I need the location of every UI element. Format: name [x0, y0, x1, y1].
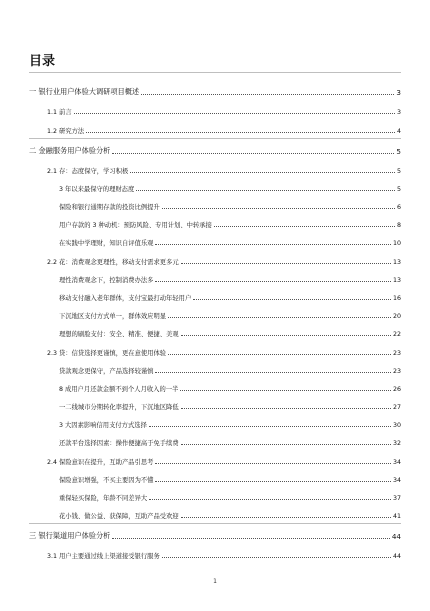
toc-entry-label: 理性消费观念下，控制消费办法多	[59, 277, 154, 284]
dot-leader	[168, 316, 391, 318]
dot-leader	[162, 556, 391, 558]
toc-entry-label: 花小钱、做公益、获保障，互助产品受欢迎	[59, 513, 179, 520]
toc-entry-page: 16	[392, 295, 401, 302]
dot-leader	[181, 407, 391, 409]
toc-entry-page: 3	[396, 88, 401, 97]
dot-leader	[155, 243, 391, 245]
toc-entry-page: 13	[392, 277, 401, 284]
toc-entry-label: 2.2 花：消费观念更理性，移动支付需求更多元	[47, 259, 179, 266]
dot-leader	[214, 225, 395, 227]
toc-entry-level-2[interactable]	[29, 159, 401, 178]
toc-entry-label: 重保轻买保险，年龄不同差异大	[59, 495, 148, 502]
dot-leader	[155, 480, 391, 482]
toc-entry-level-2[interactable]	[29, 450, 401, 469]
dot-leader	[149, 425, 391, 427]
toc-entry-page: 34	[392, 459, 401, 466]
toc-entry-label: 2.3 贷：信贷选择更谨慎，更在意使用体验	[47, 350, 167, 357]
toc-entry-level-3[interactable]	[29, 469, 401, 487]
toc-entry-level-2[interactable]	[29, 250, 401, 269]
toc-entry-level-3[interactable]	[29, 487, 401, 505]
toc-entry-level-2[interactable]	[29, 341, 401, 360]
toc-entry-level-2[interactable]	[29, 100, 401, 119]
toc-entry-page: 3	[396, 109, 401, 116]
toc-entry-label: 1.2 研究方法	[47, 128, 85, 135]
toc-entry-page: 44	[391, 532, 401, 541]
toc-entry-level-1[interactable]	[29, 80, 401, 100]
dot-leader	[149, 498, 391, 500]
dot-leader	[181, 443, 391, 445]
toc-entry-label: 移动支付融入老年群体，支付宝最打动年轻用户	[59, 295, 192, 302]
toc-entry-level-3[interactable]	[29, 432, 401, 450]
dot-leader	[180, 389, 391, 391]
toc-entry-label: 3 大因素影响信用支付方式选择	[59, 422, 147, 429]
toc-entry-page: 6	[396, 204, 401, 211]
toc-entry-page: 22	[392, 331, 401, 338]
dot-leader	[141, 93, 394, 95]
toc-entry-page: 41	[392, 513, 401, 520]
toc-entry-level-3[interactable]	[29, 214, 401, 232]
toc-entry-page: 4	[396, 128, 401, 135]
toc-entry-label: 用户存款的 3 种动机：预防风险、专用计划、中转承接	[59, 222, 212, 229]
toc-entry-level-3[interactable]	[29, 505, 401, 523]
toc-entry-level-3[interactable]	[29, 323, 401, 341]
dot-leader	[155, 462, 391, 464]
toc-entry-page: 23	[392, 368, 401, 375]
toc-entry-page: 37	[392, 495, 401, 502]
toc-entry-label: 下沉地区支付方式单一，群体效应明显	[59, 313, 167, 320]
dot-leader	[181, 516, 391, 518]
toc-entry-level-3[interactable]	[29, 232, 401, 250]
toc-entry-label: 在实践中学理财，知识自评值乐观	[59, 240, 154, 247]
dot-leader	[162, 207, 395, 209]
dot-leader	[136, 189, 395, 191]
toc-entry-label: 2.4 保险意识在提升，互助产品引思考	[47, 459, 154, 466]
toc-entry-page: 34	[392, 477, 401, 484]
dot-leader	[155, 371, 391, 373]
dot-leader	[155, 280, 391, 282]
page-number: 1	[213, 578, 217, 585]
toc-entry-label: 3.1 用户主要通过线上渠道接受银行服务	[47, 553, 160, 560]
toc-entry-page: 5	[396, 168, 401, 175]
dot-leader	[112, 152, 394, 154]
title-divider	[29, 72, 401, 73]
dot-leader	[181, 334, 391, 336]
toc-entry-label: 三 银行渠道用户体验分析	[29, 531, 111, 540]
dot-leader	[74, 112, 395, 114]
toc-entry-level-3[interactable]	[29, 305, 401, 323]
dot-leader	[86, 131, 395, 133]
toc-entry-level-3[interactable]	[29, 196, 401, 214]
toc-entry-page: 5	[396, 186, 401, 193]
toc-entry-level-2[interactable]	[29, 544, 401, 563]
dot-leader	[181, 262, 391, 264]
toc-entry-label: 3 年以来最保守的理财态度	[59, 186, 135, 193]
toc-entry-label: 2.1 存：态度保守，学习积极	[47, 168, 129, 175]
toc-entry-page: 30	[392, 422, 401, 429]
dot-leader	[112, 537, 389, 539]
toc-entry-page: 32	[392, 440, 401, 447]
toc-entry-level-1[interactable]	[29, 138, 401, 159]
toc-entry-level-2[interactable]	[29, 119, 401, 138]
toc-entry-label: 还款平台选择因素：操作便捷高于免手续费	[59, 440, 179, 447]
toc-entry-page: 13	[392, 259, 401, 266]
toc-entry-level-1[interactable]	[29, 523, 401, 544]
toc-entry-label: 保险和银行通期存款的投资比例提升	[59, 204, 160, 211]
toc-entry-label: 贷款观念更保守，产品选择较谨慎	[59, 368, 154, 375]
toc-entry-label: 一二线城市分期转化率提升，下沉地区降低	[59, 404, 179, 411]
toc-entry-page: 26	[392, 386, 401, 393]
toc-entry-page: 8	[396, 222, 401, 229]
toc-entry-page: 5	[396, 147, 401, 156]
toc-entry-label: 8 成用户月还款金额不到个人月收入的一半	[59, 386, 179, 393]
dot-leader	[130, 171, 395, 173]
toc-title: 目录	[29, 54, 56, 69]
toc-entry-label: 二 金融服务用户体验分析	[29, 146, 111, 155]
dot-leader	[168, 353, 391, 355]
toc-entry-level-3[interactable]	[29, 287, 401, 305]
toc-entry-level-3[interactable]	[29, 178, 401, 196]
toc-entry-level-3[interactable]	[29, 378, 401, 396]
toc-entry-page: 27	[392, 404, 401, 411]
table-of-contents	[29, 80, 401, 563]
toc-entry-page: 10	[392, 240, 401, 247]
dot-leader	[193, 298, 391, 300]
toc-entry-page: 44	[392, 553, 401, 560]
toc-entry-label: 保险意识增强，不买主要因为不懂	[59, 477, 154, 484]
toc-entry-page: 23	[392, 350, 401, 357]
toc-entry-level-3[interactable]	[29, 414, 401, 432]
toc-entry-label: 一 银行业用户体验大调研项目概述	[29, 87, 140, 96]
toc-entry-label: 1.1 前言	[47, 109, 72, 116]
toc-entry-level-3[interactable]	[29, 396, 401, 414]
toc-entry-label: 理想的刷脸支付：安全、精准、便捷、美观	[59, 331, 179, 338]
toc-entry-level-3[interactable]	[29, 269, 401, 287]
toc-entry-page: 20	[392, 313, 401, 320]
toc-entry-level-3[interactable]	[29, 360, 401, 378]
